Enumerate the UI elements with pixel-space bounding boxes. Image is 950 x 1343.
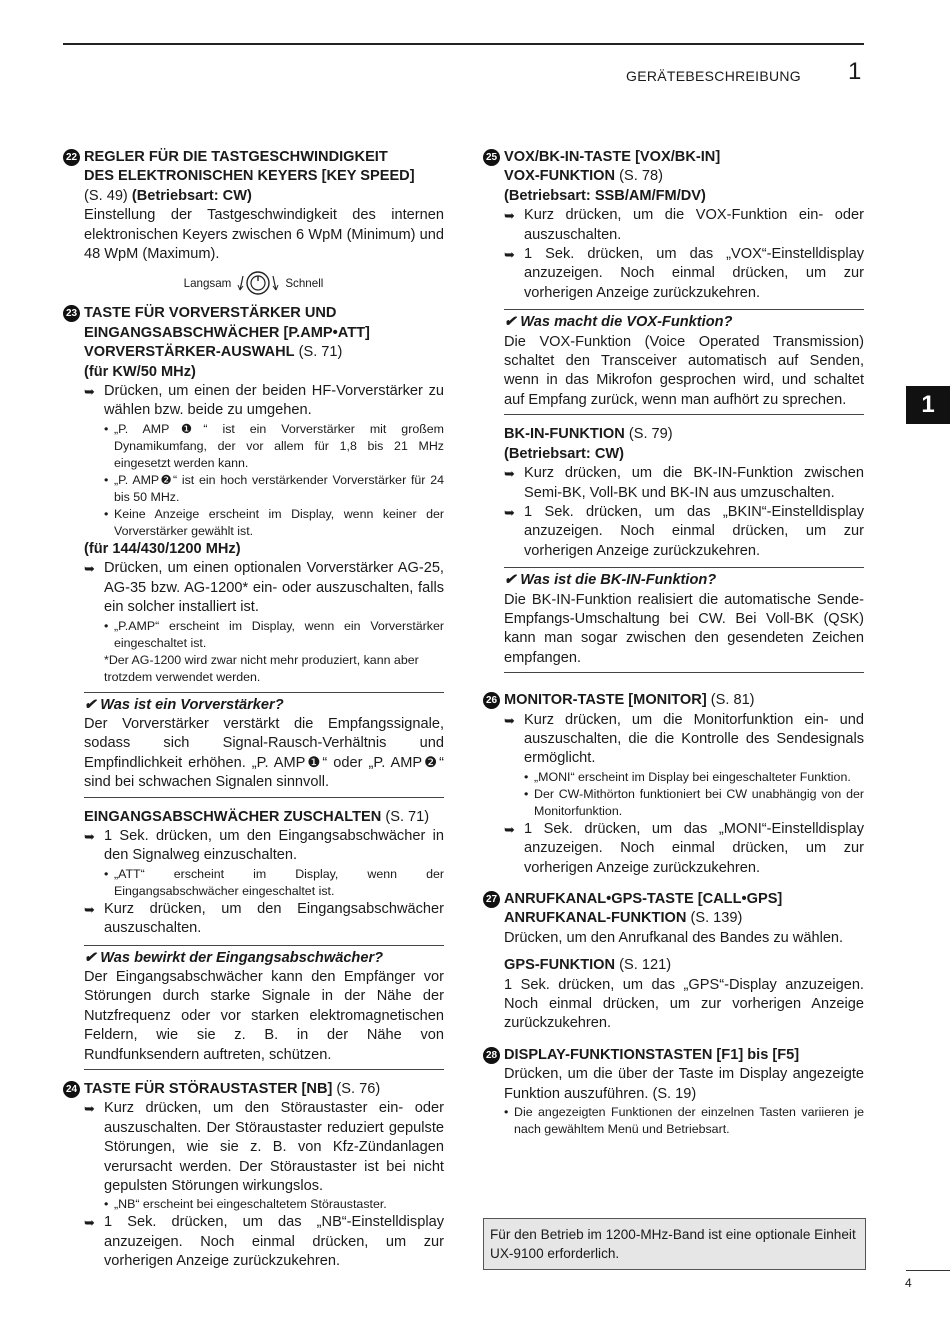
section-title: MONITOR-TASTE [MONITOR] xyxy=(504,692,707,709)
tip-answer: Der Eingangsabschwächer kann den Empfänger vor Störungen durch starke Signale in der Nähe der Nutzfrequenz oder vor starken elektromagnetischen Feldern, wie sie z. B. in der Nähe von Rundfunksendern auftreten, schützen. xyxy=(84,968,444,1063)
key-speed-knob-figure xyxy=(63,270,444,296)
arrow-item: ➥ Kurz drücken, um die VOX-Funktion ein- oder auszuschalten. xyxy=(483,206,864,245)
mode-label: (Betriebsart: CW) xyxy=(504,445,624,462)
section-title: EINGANGSABSCHWÄCHER [P.AMP•ATT] xyxy=(84,324,370,341)
tip-box xyxy=(84,945,444,1070)
tip-question: ✔ Was ist die BK-IN-Funktion? xyxy=(504,572,717,589)
subsection-title: EINGANGSABSCHWÄCHER ZUSCHALTEN xyxy=(84,808,382,825)
bullet-item: • „MONI“ erscheint im Display bei eingeschalteter Funktion. xyxy=(524,769,851,784)
arrow-item: ➥ Kurz drücken, um den Störaustaster ein- oder auszuschalten. Der Störaustaster reduziert gepulste Störungen, wie sie z. B. von Kfz-Zündanlagen verursacht werden. Der Störaustaster ist bei nicht gepulsten Störungen wirkungslos. xyxy=(63,1099,444,1196)
mode-label: (Betriebsart: SSB/AM/FM/DV) xyxy=(504,187,706,204)
section-title: REGLER FÜR DIE TASTGESCHWINDIGKEIT xyxy=(84,149,388,165)
section-body: Drücken, um den Anrufkanal des Bandes zu wählen. xyxy=(504,929,844,946)
left-column xyxy=(63,148,444,1280)
section-title: DES ELEKTRONISCHEN KEYERS [KEY SPEED] xyxy=(84,168,415,185)
section-24-heading xyxy=(63,1080,444,1099)
page-ref: (S. 71) xyxy=(298,344,343,361)
arrow-icon: ➥ xyxy=(504,712,515,728)
section-body: Drücken, um die über der Taste im Display angezeigte Funktion auszuführen. (S. 19) xyxy=(504,1066,864,1102)
band-label: (für KW/50 MHz) xyxy=(84,363,196,380)
section-number-badge: 28 xyxy=(483,1047,500,1064)
tip-question: ✔ Was macht die VOX-Funktion? xyxy=(504,314,733,331)
page-ref: (S. 81) xyxy=(710,692,755,709)
section-25 xyxy=(483,148,864,673)
section-24 xyxy=(63,1080,444,1272)
section-23 xyxy=(63,304,444,1070)
right-column xyxy=(483,148,864,1146)
arrow-icon: ➥ xyxy=(84,901,95,917)
section-subtitle: VORVERSTÄRKER-AUSWAHL xyxy=(84,344,295,361)
section-title: TASTE FÜR VORVERSTÄRKER UND xyxy=(84,305,337,322)
bullet-item: • Die angezeigten Funktionen der einzelnen Tasten variieren je nach gewähltem Menü und Betriebsart. xyxy=(504,1105,864,1137)
arrow-item: ➥ Kurz drücken, um die BK-IN-Funktion zwischen Semi-BK, Voll-BK und BK-IN aus umzuschalten. xyxy=(483,464,864,503)
section-23-heading xyxy=(63,304,444,382)
section-title: ANRUFKANAL•GPS-TASTE [CALL•GPS] xyxy=(504,891,783,907)
tip-box xyxy=(504,309,864,415)
footnote: *Der AG-1200 wird zwar nicht mehr produziert, kann aber trotzdem verwendet werden. xyxy=(104,652,419,684)
page-number-rule xyxy=(906,1270,950,1271)
mode-label: (Betriebsart: CW) xyxy=(131,187,252,204)
bullet-item: • Der CW-Mithörton funktioniert bei CW unabhängig von der Monitorfunktion. xyxy=(524,786,864,818)
arrow-icon: ➥ xyxy=(84,1101,95,1117)
band-label: (für 144/430/1200 MHz) xyxy=(84,540,241,557)
arrow-icon: ➥ xyxy=(504,208,515,224)
bullet-item: • „P. AMP❷“ ist ein hoch verstärkender Vorverstärker für 24 bis 50 MHz. xyxy=(104,472,444,504)
section-subtitle: VOX-FUNKTION xyxy=(504,168,616,185)
knob-slow-label: Langsam xyxy=(183,276,232,290)
arrow-icon: ➥ xyxy=(84,1215,95,1231)
section-26-heading xyxy=(483,691,864,710)
section-number-badge: 26 xyxy=(483,692,500,709)
top-rule xyxy=(63,43,864,45)
subsection-title: BK-IN-FUNKTION xyxy=(504,426,625,443)
section-subtitle: ANRUFKANAL-FUNKTION xyxy=(504,910,687,927)
arrow-item: ➥ Drücken, um einen optionalen Vorverstärker AG-25, AG-35 bzw. AG-1200* ein- oder auszuschalten, falls ein solcher installiert ist. xyxy=(63,559,444,617)
section-25-heading xyxy=(483,148,864,206)
page-ref: (S. 121) xyxy=(619,957,672,974)
section-28 xyxy=(483,1046,864,1138)
knob-fast-label: Schnell xyxy=(285,276,324,290)
arrow-icon: ➥ xyxy=(84,561,95,577)
bullet-item: • Keine Anzeige erscheint im Display, wenn keiner der Vorverstärker gewählt ist. xyxy=(104,506,444,538)
header-title: GERÄTEBESCHREIBUNG xyxy=(626,68,801,84)
section-22-heading xyxy=(63,148,444,264)
arrow-icon: ➥ xyxy=(84,384,95,400)
arrow-icon: ➥ xyxy=(84,828,95,844)
bullet-item: • „P.AMP“ erscheint im Display, wenn ein Vorverstärker eingeschaltet ist. xyxy=(104,618,444,650)
arrow-item: ➥ 1 Sek. drücken, um den Eingangsabschwächer in den Signalweg einzuschalten. xyxy=(63,827,444,866)
arrow-item: ➥ Kurz drücken, um den Eingangsabschwächer auszuschalten. xyxy=(63,900,444,939)
section-number-badge: 25 xyxy=(483,149,500,166)
arrow-item: ➥ 1 Sek. drücken, um das „NB“-Einstelldisplay anzuzeigen. Noch einmal drücken, um zur vorherigen Anzeige zurückzukehren. xyxy=(63,1213,444,1271)
tip-box xyxy=(504,567,864,673)
arrow-item: ➥ 1 Sek. drücken, um das „VOX“-Einstelldisplay anzuzeigen. Noch einmal drücken, um zur vorherigen Anzeige zurückzukehren. xyxy=(483,245,864,303)
section-number-badge: 22 xyxy=(63,149,80,166)
section-28-heading xyxy=(483,1046,864,1104)
page-ref: (S. 79) xyxy=(628,426,673,443)
arrow-icon: ➥ xyxy=(504,247,515,263)
page-ref: (S. 139) xyxy=(690,910,743,927)
tip-box xyxy=(84,692,444,798)
arrow-item: ➥ Kurz drücken, um die Monitorfunktion ein- und auszuschalten, die die Kontrolle des Sendesignals ermöglicht. xyxy=(483,711,864,769)
arrow-item: ➥ 1 Sek. drücken, um das „MONI“-Einstelldisplay anzuzeigen. Noch einmal drücken, um zur vorherigen Anzeige zurückzukehren. xyxy=(483,820,864,878)
arrow-item: ➥ 1 Sek. drücken, um das „BKIN“-Einstelldisplay anzuzeigen. Noch einmal drücken, um zur vorherigen Anzeige zurückzukehren. xyxy=(483,503,864,561)
knob-icon xyxy=(235,270,281,296)
tip-answer: Die VOX-Funktion (Voice Operated Transmission) schaltet den Transceiver automatisch auf Senden, wenn in das Mikrofon gesprochen wird, und schaltet auf Empfang zurück, wenn man aufhört zu sprechen. xyxy=(504,333,864,408)
section-number-badge: 24 xyxy=(63,1081,80,1098)
arrow-icon: ➥ xyxy=(504,821,515,837)
page-ref: (S. 78) xyxy=(619,168,663,185)
arrow-item: ➥ Drücken, um einen der beiden HF-Vorverstärker zu wählen bzw. beide zu umgehen. xyxy=(63,382,444,421)
section-title: DISPLAY-FUNKTIONSTASTEN [F1] bis [F5] xyxy=(504,1046,800,1063)
section-number-badge: 23 xyxy=(63,305,80,322)
section-title: VOX/BK-IN-TASTE [VOX/BK-IN] xyxy=(504,149,721,165)
section-27 xyxy=(483,890,864,1034)
page-ref: (S. 71) xyxy=(385,808,430,825)
section-22 xyxy=(63,148,444,296)
section-body: Einstellung der Tastgeschwindigkeit des internen elektronischen Keyers zwischen 6 WpM (Minimum) und 48 WpM (Maximum). xyxy=(84,207,444,263)
bullet-item: • „ATT“ erscheint im Display, wenn der Eingangsabschwächer eingeschaltet ist. xyxy=(104,866,444,898)
bullet-item: • „P. AMP❶“ ist ein Vorverstärker mit großem Dynamikumfang, der vor allem für 1,8 bis 21 MHz eingesetzt werden kann. xyxy=(104,421,444,470)
tip-question: ✔ Was bewirkt der Eingangsabschwächer? xyxy=(84,949,384,966)
subsection-title: GPS-FUNKTION xyxy=(504,957,616,974)
page-ref: (S. 76) xyxy=(336,1081,381,1097)
section-title: TASTE FÜR STÖRAUSTASTER [NB] xyxy=(84,1081,333,1097)
section-27-heading xyxy=(483,890,864,948)
tip-answer: Die BK-IN-Funktion realisiert die automatische Sende-Empfangs-Umschaltung bei CW. Bei Voll-BK (QSK) kann man sogar zwischen den gesendeten Zeichen empfangen. xyxy=(504,591,864,666)
arrow-icon: ➥ xyxy=(504,504,515,520)
chapter-side-tab: 1 xyxy=(906,386,950,424)
arrow-icon: ➥ xyxy=(504,466,515,482)
tip-answer: Der Vorverstärker verstärkt die Empfangssignale, sodass sich Signal-Rausch-Verhältnis und Empfindlichkeit erhöhen. „P. AMP❶“ oder „P. AMP❷“ sind bei schwachen Signalen sinnvoll. xyxy=(84,715,444,791)
page-number: 4 xyxy=(905,1276,912,1290)
section-number-badge: 27 xyxy=(483,891,500,908)
tip-question: ✔ Was ist ein Vorverstärker? xyxy=(84,696,284,713)
info-box: Für den Betrieb im 1200-MHz-Band ist eine optionale Einheit UX-9100 erforderlich. xyxy=(483,1218,866,1270)
section-body: 1 Sek. drücken, um das „GPS“-Display anzuzeigen. Noch einmal drücken, um zur vorherigen Anzeige zurückzukehren. xyxy=(504,976,864,1032)
header-chapter-number: 1 xyxy=(848,58,862,85)
bullet-item: • „NB“ erscheint bei eingeschaltetem Störaustaster. xyxy=(104,1197,387,1212)
section-26 xyxy=(483,691,864,878)
page-ref: (S. 49) xyxy=(84,187,128,204)
